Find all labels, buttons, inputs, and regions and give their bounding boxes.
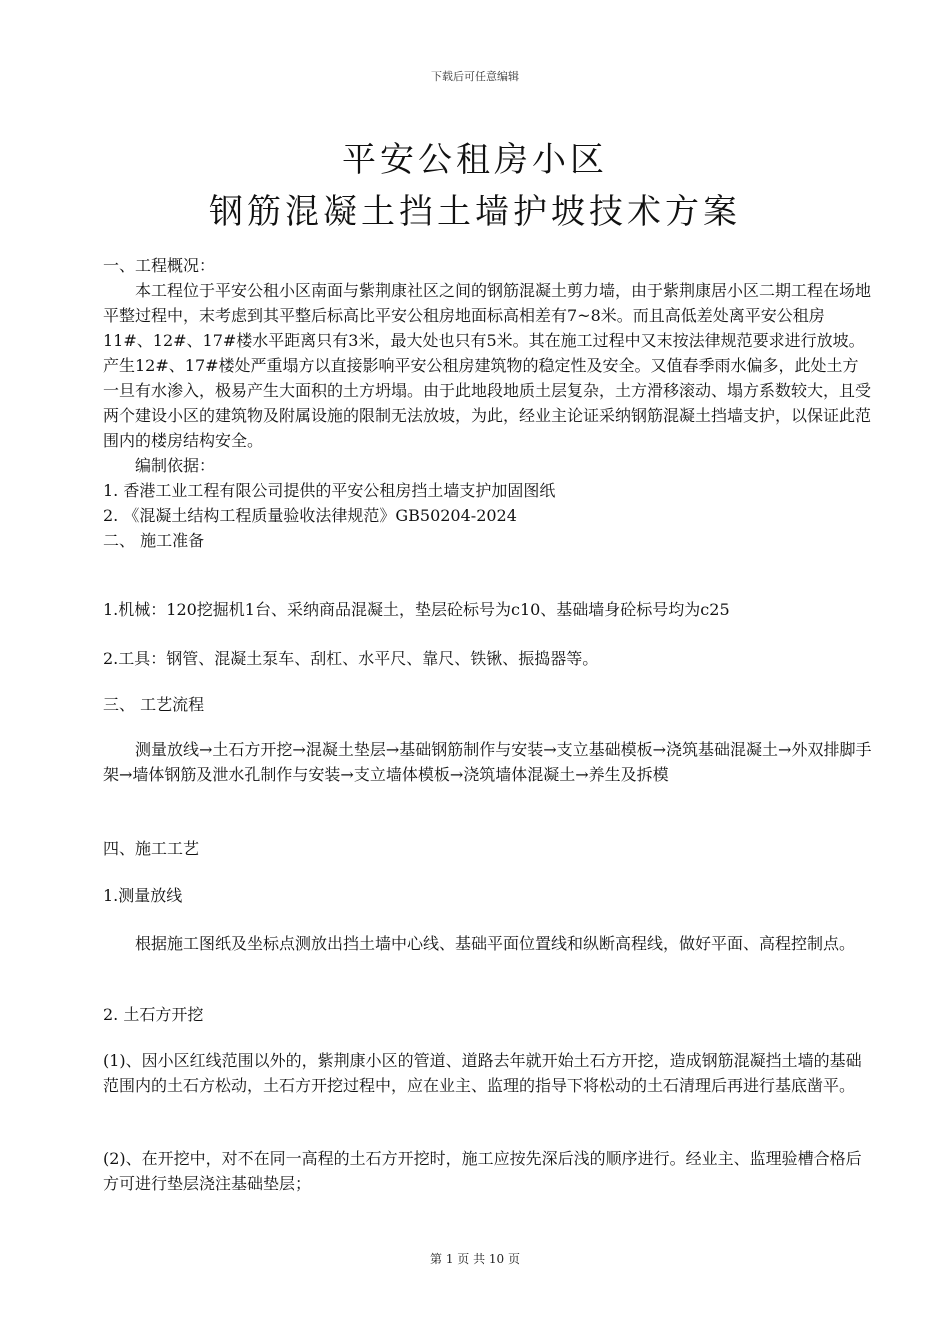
section-2-item-2: 2.工具：钢管、混凝土泵车、刮杠、水平尺、靠尺、铁锹、振捣器等。 [103, 649, 599, 668]
section-4-heading: 四、施工工艺 [103, 839, 200, 858]
section-overview [103, 253, 873, 553]
basis-heading: 编制依据： [135, 456, 216, 475]
section-3-paragraph-block [103, 737, 873, 787]
section-1-paragraph: 本工程位于平安公租小区南面与紫荆康社区之间的钢筋混凝土剪力墙，由于紫荆康居小区二期工程在场地平整过程中，末考虑到其平整后标高比平安公租房地面标高相差有7~8米。而且高低差处离平安公租房11#、12#、17#楼水平距离只有3米，最大处也只有5米。其在施工过程中又末按法律规范要求进行放坡。产生12#、17#楼处严重塌方以直接影响平安公租房建筑物的稳定性及安全。又值春季雨水偏多，此处土方一旦有水渗入，极易产生大面积的土方坍塌。由于此地段地质土层复杂，土方滑移滚动、塌方系数较大，且受两个建设小区的建筑物及附属设施的限制无法放坡，为此，经业主论证采纳钢筋混凝土挡墙支护，以保证此范围内的楼房结构安全。 [103, 281, 872, 450]
section-4-1-heading: 1.测量放线 [103, 886, 183, 905]
section-4-1-paragraph: 根据施工图纸及坐标点测放出挡土墙中心线、基础平面位置线和纵断高程线，做好平面、高程控制点。 [135, 934, 856, 953]
document-title-line2: 钢筋混凝土挡土墙护坡技术方案 [209, 192, 741, 232]
section-2-heading: 二、 施工准备 [103, 531, 205, 550]
page-footer: 第 1 页 共 10 页 [430, 1252, 520, 1266]
basis-item-1: 1. 香港工业工程有限公司提供的平安公租房挡土墙支护加固图纸 [103, 481, 556, 500]
section-4-1-paragraph-block [103, 931, 873, 956]
header-note: 下载后可任意编辑 [431, 70, 519, 83]
section-2-item-1: 1.机械：120挖掘机1台、采纳商品混凝土，垫层砼标号为c10、基础墙身砼标号均为c25 [103, 600, 730, 619]
section-4-2-heading: 2. 土石方开挖 [103, 1005, 204, 1024]
section-3-heading: 三、 工艺流程 [103, 695, 205, 714]
section-4-2-paragraph-2: (2)、在开挖中，对不在同一高程的土石方开挖时，施工应按先深后浅的顺序进行。经业主、监理验槽合格后方可进行垫层浇注基础垫层； [103, 1149, 862, 1193]
basis-item-2: 2. 《混凝土结构工程质量验收法律规范》GB50204-2024 [103, 506, 517, 525]
section-4-2-paragraph-1: (1)、因小区红线范围以外的，紫荆康小区的管道、道路去年就开始土石方开挖，造成钢筋混凝挡土墙的基础范围内的土石方松动，土石方开挖过程中，应在业主、监理的指导下将松动的土石清理后再进行基底凿平。 [103, 1051, 862, 1095]
section-3-paragraph: 测量放线→土石方开挖→混凝土垫层→基础钢筋制作与安装→支立基础模板→浇筑基础混凝土→外双排脚手架→墙体钢筋及泄水孔制作与安装→支立墙体模板→浇筑墙体混凝土→养生及拆模 [103, 740, 872, 784]
document-title-line1: 平安公租房小区 [342, 140, 608, 180]
section-1-heading: 一、工程概况： [103, 256, 216, 275]
